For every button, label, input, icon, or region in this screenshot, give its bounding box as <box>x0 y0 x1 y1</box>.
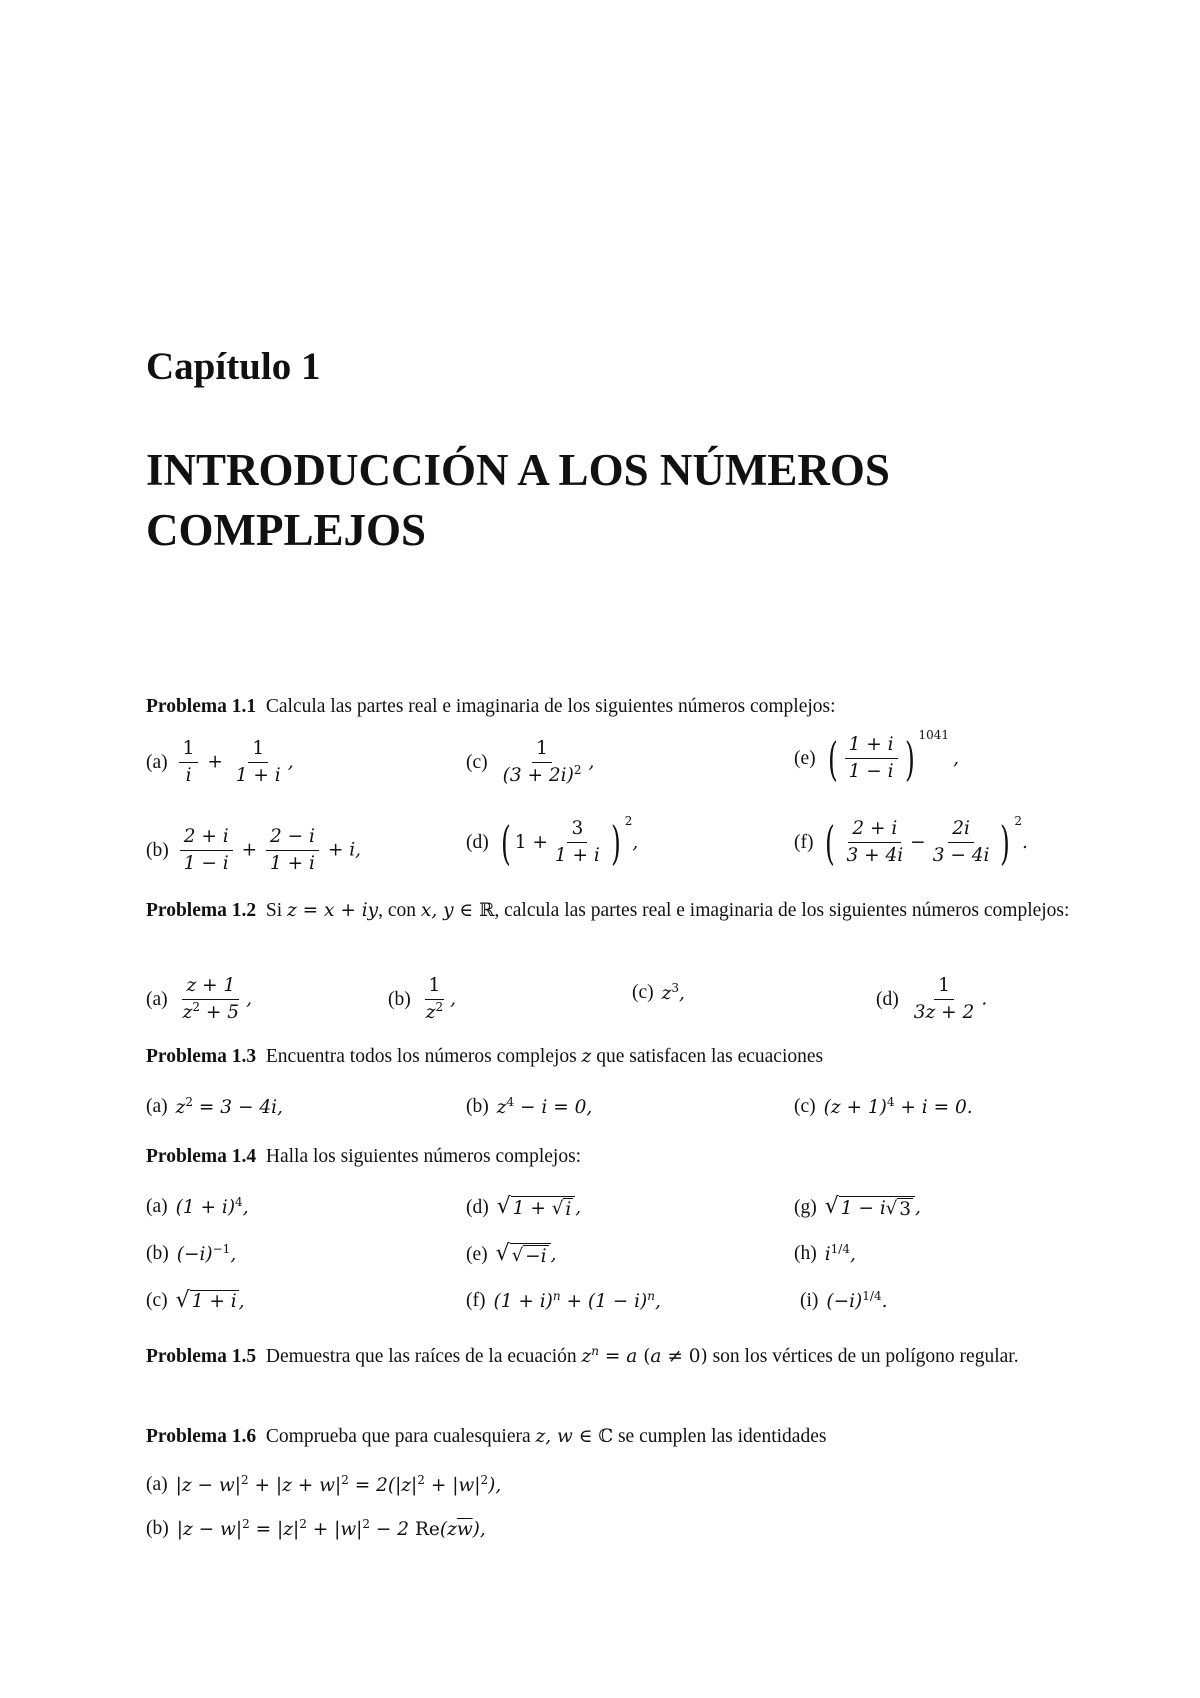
item-label: (a) <box>146 751 168 773</box>
math-expression: $z^4 - i = 0$, <box>496 1094 593 1118</box>
problem-1-3-item-a <box>146 1096 283 1118</box>
problem-1-6-item-b <box>146 1518 486 1540</box>
math-expression: $\frac{2 + i}{1 - i}$ + $\frac{2 - i}{1 + i}$ + i, <box>177 826 361 875</box>
math-expression: ( $\frac{1 + i}{1 - i}$ ) $^{1041}$ , <box>827 727 959 786</box>
problem-1-2-item-c <box>632 982 685 1004</box>
problem-text: , con <box>378 900 417 921</box>
math-expression: $|z - w|^2 = |z|^2 + |w|^2 - 2$ $Re(z\overline{w})$, <box>176 1516 486 1540</box>
problem-text: , calcula las partes real e imaginaria de los siguientes números complejos: <box>494 900 1070 921</box>
math-expression: ( $\frac{2 + i}{3 + 4i}$ − $\frac{2i}{3 - 4i}$ ) $^2$ . <box>825 813 1028 870</box>
problem-1-4-item-h <box>794 1243 856 1265</box>
problem-text: que satisfacen las ecuaciones <box>596 1046 824 1067</box>
item-label: (g) <box>794 1197 817 1218</box>
problem-1-4-item-g <box>794 1196 921 1220</box>
problem-1-4-statement <box>146 1146 581 1168</box>
math-expression: $z^3$, <box>661 980 685 1004</box>
problem-1-1-item-e <box>794 727 959 786</box>
problem-1-6-statement <box>146 1426 826 1448</box>
problem-1-4-item-e <box>466 1243 556 1267</box>
item-label: (c) <box>146 1290 168 1311</box>
math-expression: √ 1 + √ i , <box>496 1194 582 1220</box>
math-expression: $\frac{z + 1}{z^2 + 5}$ , <box>182 975 252 1023</box>
problem-1-4-item-c <box>146 1290 245 1312</box>
math-expression: √ √ −i , <box>495 1241 557 1267</box>
math-expression: $(z + 1)^4 + i = 0$. <box>823 1094 973 1118</box>
problem-1-4-item-a <box>146 1196 249 1218</box>
math-inline: z, w ∈ ℂ <box>535 1426 614 1447</box>
problem-1-2-statement <box>146 896 1098 925</box>
math-expression: $(1 + i)^n + (1 - i)^n$, <box>493 1288 661 1312</box>
problem-1-1-item-b <box>146 826 361 875</box>
chapter-title-line-1: INTRODUCCIÓN A LOS NÚMEROS <box>146 445 890 495</box>
problem-1-5-label: Problema 1.5 <box>146 1346 257 1367</box>
math-inline: z <box>581 1046 592 1067</box>
item-label: (d) <box>876 988 899 1010</box>
item-label: (b) <box>388 988 411 1010</box>
problem-1-4-item-i <box>800 1290 887 1312</box>
chapter-label: Capítulo 1 <box>146 345 321 388</box>
chapter-title <box>146 440 1106 560</box>
problem-text: Encuentra todos los números complejos <box>265 1046 577 1067</box>
problem-1-1-statement <box>146 696 836 718</box>
problem-1-4-item-f <box>466 1290 661 1312</box>
problem-1-1-label: Problema 1.1 <box>146 696 257 717</box>
problem-1-3-item-c <box>794 1096 973 1118</box>
math-expression: $(-i)^{1/4}$. <box>826 1288 888 1312</box>
math-expression: √ 1 − i √ 3 , <box>824 1194 921 1220</box>
problem-1-5-statement <box>146 1342 1098 1371</box>
problem-1-6-label: Problema 1.6 <box>146 1426 257 1447</box>
math-inline: x, y ∈ ℝ <box>420 900 495 921</box>
problem-text: Demuestra que las raíces de la ecuación <box>265 1346 577 1367</box>
math-expression: $\frac{1}{z^2}$ , <box>425 975 457 1023</box>
math-expression: $z^2 = 3 - 4i$, <box>175 1094 283 1118</box>
item-label: (e) <box>466 1244 488 1265</box>
problem-1-2-label: Problema 1.2 <box>146 900 257 921</box>
problem-1-3-statement <box>146 1046 823 1068</box>
item-label: (d) <box>466 1197 489 1218</box>
problem-1-1-item-d <box>466 813 639 870</box>
item-label: (i) <box>800 1290 819 1311</box>
problem-1-2-item-a <box>146 975 252 1024</box>
problem-1-6-item-a <box>146 1474 501 1496</box>
item-label: (c) <box>632 982 654 1003</box>
problem-1-3-label: Problema 1.3 <box>146 1046 257 1067</box>
item-label: (c) <box>794 1096 816 1117</box>
problem-text: son los vértices de un polígono regular. <box>712 1346 1019 1367</box>
math-expression: $|z - w|^2 + |z + w|^2 = 2(|z|^2 + |w|^2)$, <box>175 1472 502 1496</box>
math-expression: ( 1 + $\frac{3}{1 + i}$ ) $^2$ , <box>500 813 639 870</box>
problem-1-4-label: Problema 1.4 <box>146 1146 257 1167</box>
item-label: (f) <box>466 1290 486 1311</box>
problem-text: Comprueba que para cualesquiera <box>265 1426 531 1447</box>
item-label: (d) <box>466 831 489 853</box>
problem-1-3-item-b <box>466 1096 592 1118</box>
problem-text: Halla los siguientes números complejos: <box>265 1146 582 1167</box>
item-label: (e) <box>794 747 816 769</box>
math-expression: $(1 + i)^4$, <box>175 1194 249 1218</box>
item-label: (a) <box>146 988 168 1010</box>
item-label: (b) <box>146 1243 169 1264</box>
problem-1-4-item-b <box>146 1243 236 1265</box>
item-label: (f) <box>794 831 814 853</box>
math-expression: $i^{1/4}$, <box>824 1241 856 1265</box>
problem-text: Si <box>265 900 283 921</box>
math-expression: $\frac{1}{(3 + 2i)^2}$ , <box>502 738 595 786</box>
math-expression: $(-i)^{-1}$, <box>176 1241 237 1265</box>
problem-1-2-item-d <box>876 975 987 1024</box>
item-label: (b) <box>146 1518 169 1539</box>
item-label: (c) <box>466 751 488 773</box>
item-label: (h) <box>794 1243 817 1264</box>
problem-1-4-item-d <box>466 1196 581 1220</box>
chapter-title-line-2: COMPLEJOS <box>146 505 427 555</box>
math-expression: $\frac{1}{3z + 2}$ . <box>913 975 988 1023</box>
item-label: (a) <box>146 1096 168 1117</box>
item-label: (a) <box>146 1196 168 1217</box>
problem-1-1-item-f <box>794 813 1028 870</box>
item-label: (b) <box>466 1096 489 1117</box>
problem-1-1-item-a <box>146 738 294 787</box>
problem-1-1-item-c <box>466 738 594 787</box>
math-inline: $z^n = a$ (a ≠ 0) <box>581 1343 708 1367</box>
math-inline: z = x + iy <box>287 900 379 921</box>
item-label: (b) <box>146 839 169 861</box>
item-label: (a) <box>146 1474 168 1495</box>
problem-1-2-item-b <box>388 975 456 1024</box>
math-expression: $\frac{1}{i}$ + $\frac{1}{1 + i}$ , <box>176 738 294 787</box>
math-expression: √ 1 + i , <box>175 1288 245 1313</box>
problem-text: se cumplen las identidades <box>617 1426 827 1447</box>
problem-1-1-text: Calcula las partes real e imaginaria de los siguientes números complejos: <box>265 696 836 717</box>
